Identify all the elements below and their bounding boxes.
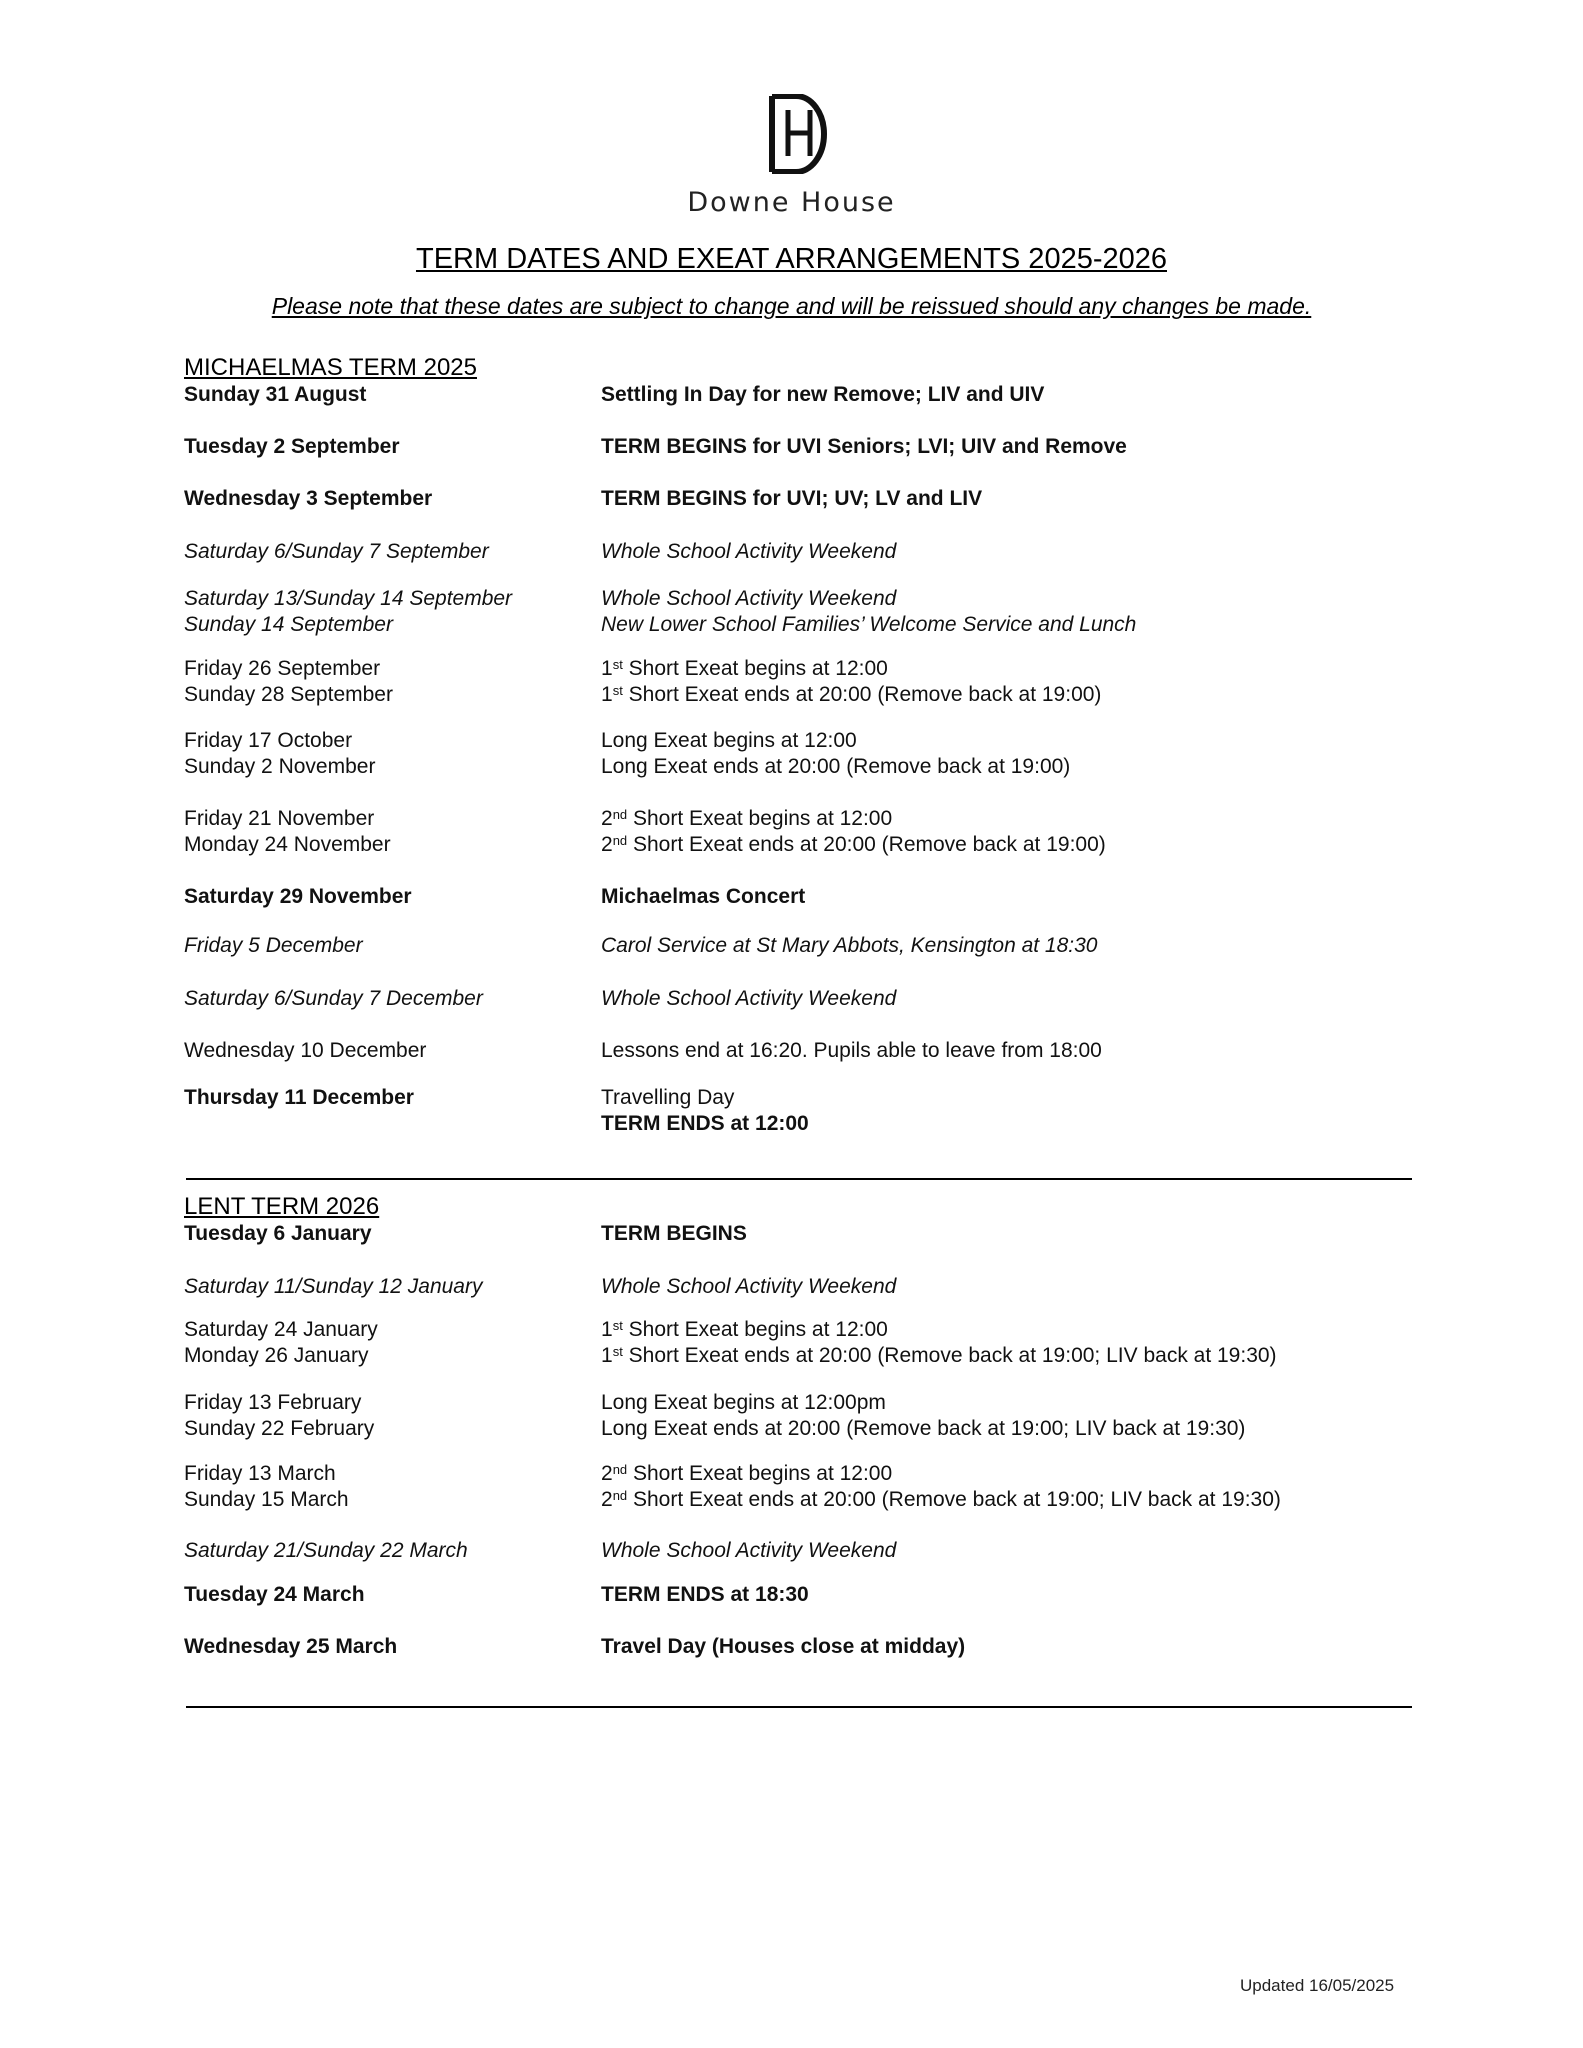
date-cell: Friday 5 December [184, 934, 363, 957]
event-cell [601, 1488, 1281, 1512]
date-cell: Sunday 22 February [184, 1417, 375, 1440]
event-cell: Lessons end at 16:20. Pupils able to leave from 18:00 [601, 1039, 1102, 1062]
ordinal-suffix: nd [612, 833, 628, 848]
event-cell: Whole School Activity Weekend [601, 587, 897, 610]
date-cell: Friday 13 March [184, 1462, 336, 1485]
date-cell: Saturday 11/Sunday 12 January [184, 1275, 483, 1298]
ordinal-suffix: st [612, 1344, 623, 1359]
event-cell: Whole School Activity Weekend [601, 987, 897, 1010]
date-cell: Sunday 28 September [184, 683, 393, 706]
event-cell [601, 657, 888, 681]
event-cell [601, 833, 1106, 857]
event-cell: TERM ENDS at 12:00 [601, 1112, 809, 1135]
date-cell: Friday 26 September [184, 657, 381, 680]
section-divider [186, 1706, 1412, 1708]
event-cell: Long Exeat begins at 12:00pm [601, 1391, 886, 1414]
ordinal-number: 2 [601, 1462, 613, 1485]
event-cell: Whole School Activity Weekend [601, 1275, 897, 1298]
event-cell [601, 683, 1101, 707]
event-text: Short Exeat ends at 20:00 (Remove back at 19:00; LIV back at 19:30) [622, 1344, 1277, 1367]
downe-house-logo [766, 94, 836, 174]
event-text: Short Exeat begins at 12:00 [622, 657, 888, 680]
date-cell: Sunday 15 March [184, 1488, 349, 1511]
date-cell: Sunday 2 November [184, 755, 376, 778]
ordinal-suffix: st [612, 683, 623, 698]
event-cell: Travel Day (Houses close at midday) [601, 1635, 966, 1658]
school-name: Downe House [687, 187, 896, 218]
section-divider [186, 1178, 1412, 1180]
lent-heading: LENT TERM 2026 [184, 1193, 380, 1220]
date-cell: Saturday 29 November [184, 885, 412, 908]
event-cell: Settling In Day for new Remove; LIV and UIV [601, 383, 1045, 406]
event-text: Short Exeat ends at 20:00 (Remove back at 19:00) [622, 683, 1102, 706]
ordinal-number: 2 [601, 1488, 613, 1511]
ordinal-number: 1 [601, 657, 613, 680]
date-cell: Wednesday 25 March [184, 1635, 398, 1658]
ordinal-number: 1 [601, 683, 613, 706]
date-cell: Monday 24 November [184, 833, 391, 856]
date-cell: Friday 13 February [184, 1391, 362, 1414]
updated-date: Updated 16/05/2025 [1240, 1976, 1395, 1995]
date-cell: Saturday 24 January [184, 1318, 378, 1341]
event-cell: Carol Service at St Mary Abbots, Kensington at 18:30 [601, 934, 1098, 957]
date-cell: Friday 17 October [184, 729, 353, 752]
change-notice: Please note that these dates are subject to change and will be reissued should any changes be made. [271, 293, 1312, 319]
date-cell: Tuesday 2 September [184, 435, 400, 458]
ordinal-number: 1 [601, 1318, 613, 1341]
date-cell: Saturday 6/Sunday 7 December [184, 987, 483, 1010]
ordinal-number: 2 [601, 833, 613, 856]
ordinal-suffix: nd [612, 807, 628, 822]
date-cell: Sunday 31 August [184, 383, 367, 406]
event-cell: New Lower School Families’ Welcome Service and Lunch [601, 613, 1137, 636]
date-cell: Saturday 6/Sunday 7 September [184, 540, 489, 563]
date-cell: Sunday 14 September [184, 613, 393, 636]
date-cell: Tuesday 24 March [184, 1583, 365, 1606]
event-cell: Long Exeat ends at 20:00 (Remove back at 19:00) [601, 755, 1071, 778]
ordinal-suffix: nd [612, 1488, 628, 1503]
michaelmas-heading: MICHAELMAS TERM 2025 [184, 354, 477, 381]
event-cell: Long Exeat begins at 12:00 [601, 729, 857, 752]
date-cell: Wednesday 3 September [184, 487, 433, 510]
date-cell: Saturday 13/Sunday 14 September [184, 587, 513, 610]
ordinal-suffix: st [612, 1318, 623, 1333]
event-cell: Whole School Activity Weekend [601, 540, 897, 563]
date-cell: Monday 26 January [184, 1344, 369, 1367]
date-cell: Tuesday 6 January [184, 1222, 372, 1245]
event-cell: Whole School Activity Weekend [601, 1539, 897, 1562]
event-text: Short Exeat begins at 12:00 [622, 1318, 888, 1341]
ordinal-number: 1 [601, 1344, 613, 1367]
event-cell [601, 1318, 888, 1342]
event-text: Short Exeat begins at 12:00 [627, 1462, 893, 1485]
event-cell [601, 1462, 892, 1486]
event-text: Short Exeat ends at 20:00 (Remove back at 19:00) [627, 833, 1106, 856]
event-cell [601, 807, 892, 831]
event-cell: TERM BEGINS [601, 1222, 747, 1245]
ordinal-suffix: st [612, 657, 623, 672]
event-cell: TERM BEGINS for UVI; UV; LV and LIV [601, 487, 983, 510]
ordinal-number: 2 [601, 807, 613, 830]
event-cell: Michaelmas Concert [601, 885, 806, 908]
event-cell: Long Exeat ends at 20:00 (Remove back at 19:00; LIV back at 19:30) [601, 1417, 1246, 1440]
ordinal-suffix: nd [612, 1462, 628, 1477]
date-cell: Friday 21 November [184, 807, 375, 830]
date-cell: Saturday 21/Sunday 22 March [184, 1539, 468, 1562]
page-title: TERM DATES AND EXEAT ARRANGEMENTS 2025-2026 [415, 243, 1167, 275]
event-cell [601, 1344, 1277, 1368]
date-cell: Thursday 11 December [184, 1086, 414, 1109]
event-cell: Travelling Day [601, 1086, 735, 1109]
event-text: Short Exeat ends at 20:00 (Remove back at 19:00; LIV back at 19:30) [627, 1488, 1281, 1511]
date-cell: Wednesday 10 December [184, 1039, 427, 1062]
event-text: Short Exeat begins at 12:00 [627, 807, 893, 830]
event-cell: TERM BEGINS for UVI Seniors; LVI; UIV and Remove [601, 435, 1127, 458]
event-cell: TERM ENDS at 18:30 [601, 1583, 809, 1606]
